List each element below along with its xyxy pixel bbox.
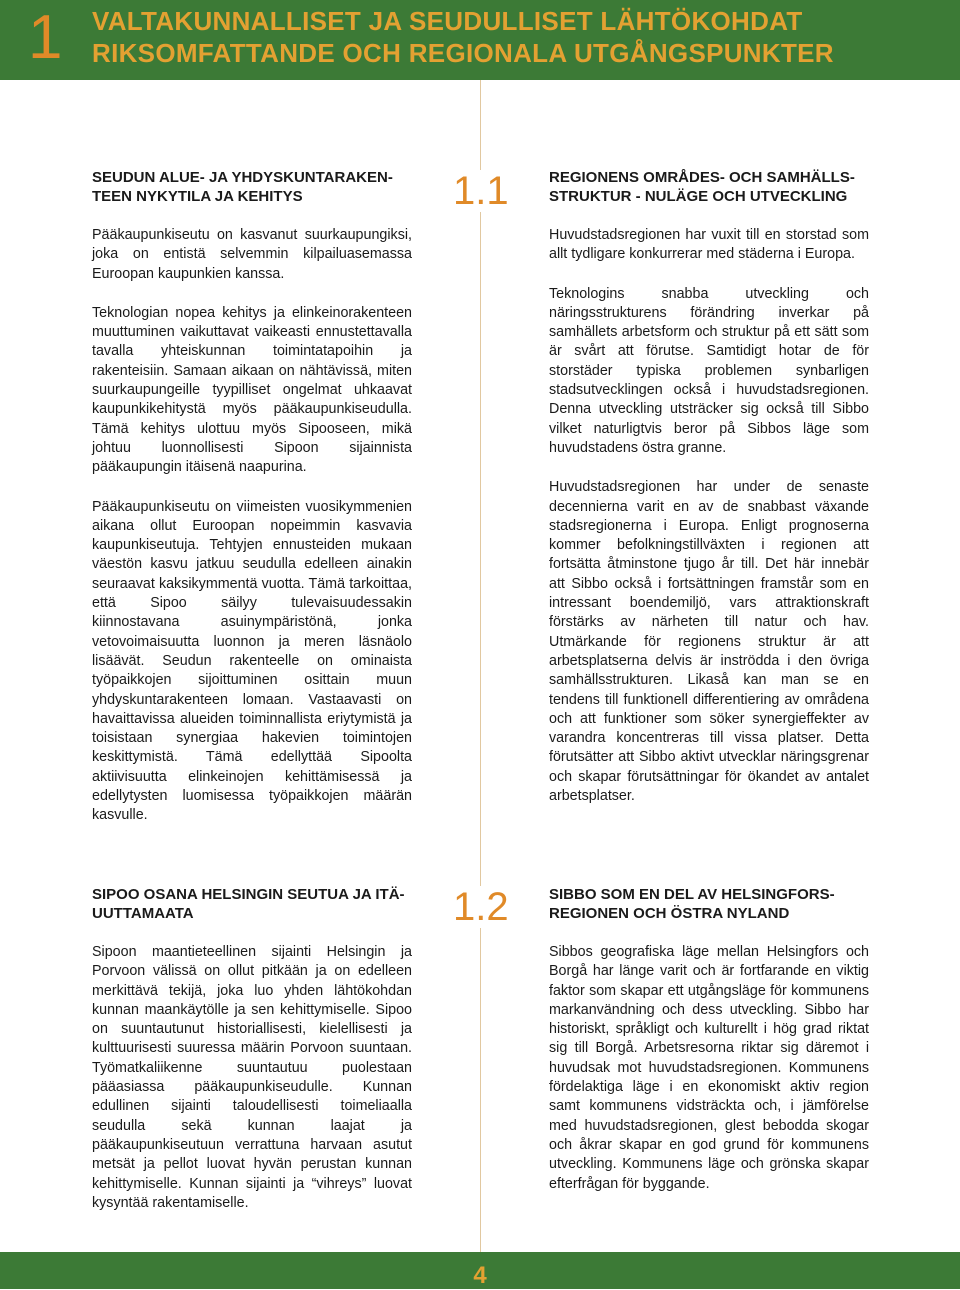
section-number: 1.1 [453,169,509,213]
paragraph: Sipoon maantieteellinen sijainti Helsingin ja Porvoon välissä on ollut pitkään ja on edelleen merkittävä tekijä, joka luo yhden lähtökohdan kunnan maankäytölle ja sen kehittymiselle. Sipoo on suuntautunut historiallisesti, kielellisesti ja kulttuurisesti suuressa määrin Porvoon suuntaan. Työmatkaliikenne suuntautuu puolestaan pääasiassa pääkaupunkiseudulle. Kunnan edullinen sijainti taloudellisesti toimeliaalla seudulla sekä kunnan laajat ja pääkaupunkiseutuun verrattuna harvaan asutut metsät ja pellot luovat hyvän perustan kunnan kehittymiselle. Kunnan sijainti ja “vihreys” luovat kysyntää rakentamiselle. [92,944,412,1211]
section-heading: SIPOO OSANA HELSINGIN SEUTUA JA ITÄ- UUTTAMAATA [92,886,405,922]
paragraph: Pääkaupunkiseutu on kasvanut suurkaupungiksi, joka on entistä selvemmin kilpailuasemassa Euroopan kaupunkien kanssa. [92,227,412,282]
paragraph: Huvudstadsregionen har under de senaste decennierna varit en av de snabbast växande stadsregionerna i Europa. Enligt prognoserna kommer befolkningstillväxten i regionen att fortsätta åtminstone tjugo år till. Det här innebär att Sibbo också i fortsättningen framstår som en intressant boendemiljö, vars attraktionskraft förstärks av närheten till natur och hav. Utmärkande för regionens struktur är att arbetsplatserna delvis är inströdda i den övriga samhällsstrukturen. Likaså kan man se en tendens till funktionell differentiering av områdena och att funktioner som söker synergieffekter av varandra koncentreras till vissa platser. Detta förutsätter att Sibbo aktivt utvecklar näringsgrenar och skapar förutsättningar för ökandet av antalet arbetsplatser. [549,479,869,805]
section-heading: SEUDUN ALUE- JA YHDYSKUNTARAKEN- TEEN NYKYTILA JA KEHITYS [92,169,393,205]
section-2-finnish [92,885,412,1233]
column-divider [480,80,481,1252]
section-2-swedish [549,885,869,1214]
section-1-finnish [92,168,412,846]
paragraph: Pääkaupunkiseutu on viimeisten vuosikymmenien aikana ollut Euroopan nopeimmin kasvavia kaupunkiseutuja. Tehtyjen ennusteiden mukaan väestön kasvu jatkuu seudulla edelleen ainakin seuraavat kaksikymmentä vuotta. Tämä tarkoittaa, että Sipoo säilyy tulevaisuudessakin kiinnostavana asuinympäristönä, jonka vetovoimaisuutta luonnon ja meren läsnäolo lisäävät. Seudun rakenteelle on ominaista työpaikkojen sijoittuminen osittain muun yhdyskuntarakenteen lomaan. Vastaavasti on havaittavissa alueiden toiminnallista eriytymistä ja toisistaan synergiaa hakevien toimintojen keskittymistä. Tämä edellyttää Sipoolta aktiivisuutta elinkeinojen kehittämisessä ja edellytysten luomisessa työpaikkojen määrän kasvulle. [92,498,412,824]
page-number: 4 [473,1262,487,1289]
paragraph: Huvudstadsregionen har vuxit till en storstad som allt tydligare konkurrerar med städerna i Europa. [549,227,869,263]
paragraph: Sibbos geografiska läge mellan Helsingfors och Borgå har länge varit och är fortfarande en viktig faktor som skapar ett utgångsläge för kommunens markanvändning och dess utveckling. Sibbo har historiskt, språkligt och kulturellt i hög grad riktat sig till Borgå. Arbetsresorna riktar sig däremot i huvudsak mot huvudstadsregionen. Kommunens fördelaktiga läge i en ekonomiskt aktiv region samt kommunens vidsträckta och, i jämförelse med huvudstadsregionen, glest bebodda skogar och åkrar skapar en god grund för kommunens utveckling. Kommunens läge och grönska skapar efterfrågan för byggande. [549,944,869,1192]
section-heading: REGIONENS OMRÅDES- OCH SAMHÄLLS- STRUKTUR - NULÄGE OCH UTVECKLING [549,169,855,205]
chapter-title-sv: RIKSOMFATTANDE OCH REGIONALA UTGÅNGSPUNKTER [92,38,834,68]
chapter-title-fi: VALTAKUNNALLISET JA SEUDULLISET LÄHTÖKOHDAT [92,6,803,36]
page-footer [0,1252,960,1289]
paragraph: Teknologins snabba utveckling och näringsstrukturens förändring inverkar på samhällets arbetsform och struktur på ett sätt som är svårt att förutse. Samtidigt hotar de för storstäder typiska problemen synbarligen stadsutvecklingen också i huvudstadsregionen. Denna utveckling utsträcker sig också till Sibbo vilket naturligtvis beror på Sibbos läge som huvudstadens östra granne. [549,285,869,456]
chapter-title [92,5,834,69]
section-number: 1.2 [453,885,509,929]
chapter-number: 1 [28,3,63,72]
section-heading: SIBBO SOM EN DEL AV HELSINGFORS- REGIONEN OCH ÖSTRA NYLAND [549,886,835,922]
chapter-header [0,0,960,80]
paragraph: Teknologian nopea kehitys ja elinkeinorakenteen muuttuminen vaikuttavat vaikeasti ennustettavalla tavalla yhteiskunnan toimintatapoihin ja rakenteisiin. Samaan aikaan on nähtävissä, miten suurkaupungeille tyypilliset ongelmat uhkaavat kaupunkikehitystä myös pääkaupunkiseudulla. Tämä kehitys ulottuu myös Sipooseen, mikä johtuu luonnollisesti Sipoon sijainnista pääkaupungin itäisenä naapurina. [92,304,412,476]
section-1-swedish [549,168,869,826]
